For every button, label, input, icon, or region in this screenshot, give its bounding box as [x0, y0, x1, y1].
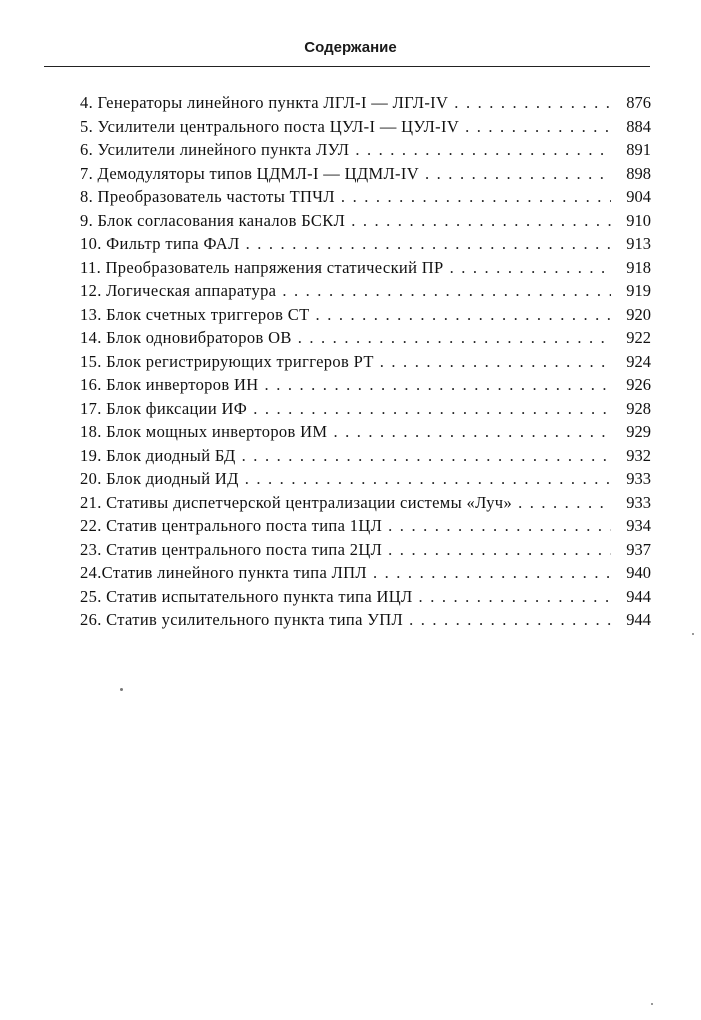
toc-entry — [80, 491, 651, 515]
scan-speck — [651, 1003, 653, 1005]
toc-entry — [80, 538, 651, 562]
toc-entry — [80, 232, 651, 256]
toc-entry-title: 15. Блок регистрирующих триггеров РТ — [80, 351, 374, 371]
dot-leader — [298, 326, 611, 350]
dot-leader — [388, 514, 611, 538]
table-of-contents — [80, 91, 651, 632]
toc-entry — [80, 185, 651, 209]
dot-leader — [380, 350, 611, 374]
toc-entry-title: 6. Усилители линейного пункта ЛУЛ — [80, 140, 350, 159]
dot-leader — [450, 256, 611, 280]
toc-entry-title: 20. Блок диодный ИД — [80, 469, 239, 488]
dot-leader — [409, 608, 611, 632]
toc-entry-title: 26. Статив усилительного пункта типа УПЛ — [80, 610, 404, 629]
toc-entry-title: 4. Генераторы линейного пункта ЛГЛ-I — ЛГЛ-IV — [80, 93, 449, 112]
toc-entry-page-number: 934 — [626, 516, 651, 535]
toc-entry — [80, 162, 651, 186]
toc-entry-page-number: 910 — [626, 210, 651, 230]
dot-leader — [518, 491, 611, 515]
toc-entry — [80, 585, 651, 609]
toc-entry-title: 13. Блок счетных триггеров СТ — [80, 304, 310, 324]
dot-leader — [465, 115, 611, 139]
page-header: Содержание — [304, 39, 397, 56]
toc-entry-title: 7. Демодуляторы типов ЦДМЛ-I — ЦДМЛ-IV — [80, 163, 419, 183]
toc-entry-page-number: 929 — [626, 422, 651, 441]
toc-entry-page-number: 926 — [626, 375, 651, 394]
toc-entry — [80, 608, 651, 632]
toc-entry-page-number: 933 — [626, 492, 651, 512]
toc-entry — [80, 115, 651, 139]
toc-entry-title: 24.Статив линейного пункта типа ЛПЛ — [80, 563, 367, 582]
dot-leader — [265, 373, 611, 397]
dot-leader — [454, 91, 611, 115]
dot-leader — [388, 538, 611, 562]
toc-entry-title: 23. Статив центрального поста типа 2ЦЛ — [80, 539, 383, 559]
toc-entry-page-number: 940 — [626, 563, 651, 582]
toc-entry-title: 9. Блок согласования каналов БСКЛ — [80, 210, 346, 230]
toc-entry-page-number: 918 — [626, 257, 651, 277]
toc-entry-page-number: 904 — [626, 187, 651, 206]
toc-entry-title: 5. Усилители центрального поста ЦУЛ-I — ЦУЛ-IV — [80, 116, 460, 136]
toc-entry — [80, 350, 651, 374]
dot-leader — [373, 561, 611, 585]
toc-entry-page-number: 898 — [626, 163, 651, 183]
toc-entry-title: 19. Блок диодный БД — [80, 445, 236, 465]
dot-leader — [333, 420, 611, 444]
toc-entry-title: 17. Блок фиксации ИФ — [80, 398, 248, 418]
toc-entry — [80, 279, 651, 303]
toc-entry-title: 16. Блок инверторов ИН — [80, 375, 259, 394]
dot-leader — [316, 303, 611, 327]
toc-entry-page-number: 932 — [626, 445, 651, 465]
toc-entry — [80, 467, 651, 491]
toc-entry-page-number: 919 — [626, 281, 651, 300]
toc-entry — [80, 303, 651, 327]
toc-entry — [80, 256, 651, 280]
toc-entry-title: 8. Преобразователь частоты ТПЧЛ — [80, 187, 335, 206]
toc-entry-title: 18. Блок мощных инверторов ИМ — [80, 422, 328, 441]
scan-speck — [692, 633, 694, 635]
toc-entry — [80, 397, 651, 421]
toc-entry-title: 10. Фильтр типа ФАЛ — [80, 234, 240, 253]
dot-leader — [282, 279, 611, 303]
dot-leader — [246, 232, 611, 256]
toc-entry-page-number: 944 — [626, 586, 651, 606]
toc-entry-page-number: 891 — [626, 140, 651, 159]
dot-leader — [245, 467, 611, 491]
toc-entry-title: 21. Стативы диспетчерской централизации системы «Луч» — [80, 492, 513, 512]
toc-entry — [80, 138, 651, 162]
toc-entry-title: 25. Статив испытательного пункта типа ИЦЛ — [80, 586, 413, 606]
toc-entry — [80, 420, 651, 444]
dot-leader — [341, 185, 611, 209]
dot-leader — [425, 162, 611, 186]
toc-entry-page-number: 922 — [626, 328, 651, 347]
toc-entry-title: 12. Логическая аппаратура — [80, 281, 277, 300]
toc-entry-page-number: 884 — [626, 116, 651, 136]
toc-entry-page-number: 913 — [626, 234, 651, 253]
scan-speck — [120, 688, 123, 691]
toc-entry-page-number: 928 — [626, 398, 651, 418]
dot-leader — [351, 209, 611, 233]
toc-entry — [80, 209, 651, 233]
toc-entry-page-number: 937 — [626, 539, 651, 559]
dot-leader — [253, 397, 611, 421]
toc-entry-page-number: 944 — [626, 610, 651, 629]
toc-entry-title: 22. Статив центрального поста типа 1ЦЛ — [80, 516, 383, 535]
toc-entry-title: 11. Преобразователь напряжения статический ПР — [80, 257, 444, 277]
toc-entry-page-number: 920 — [626, 304, 651, 324]
toc-entry — [80, 561, 651, 585]
toc-entry — [80, 444, 651, 468]
toc-entry-page-number: 933 — [626, 469, 651, 488]
dot-leader — [419, 585, 611, 609]
toc-entry — [80, 326, 651, 350]
header-rule — [44, 66, 650, 67]
toc-entry — [80, 373, 651, 397]
toc-entry-page-number: 924 — [626, 351, 651, 371]
toc-entry — [80, 514, 651, 538]
dot-leader — [355, 138, 611, 162]
dot-leader — [242, 444, 611, 468]
toc-entry-title: 14. Блок одновибраторов ОВ — [80, 328, 292, 347]
toc-entry — [80, 91, 651, 115]
toc-entry-page-number: 876 — [626, 93, 651, 112]
